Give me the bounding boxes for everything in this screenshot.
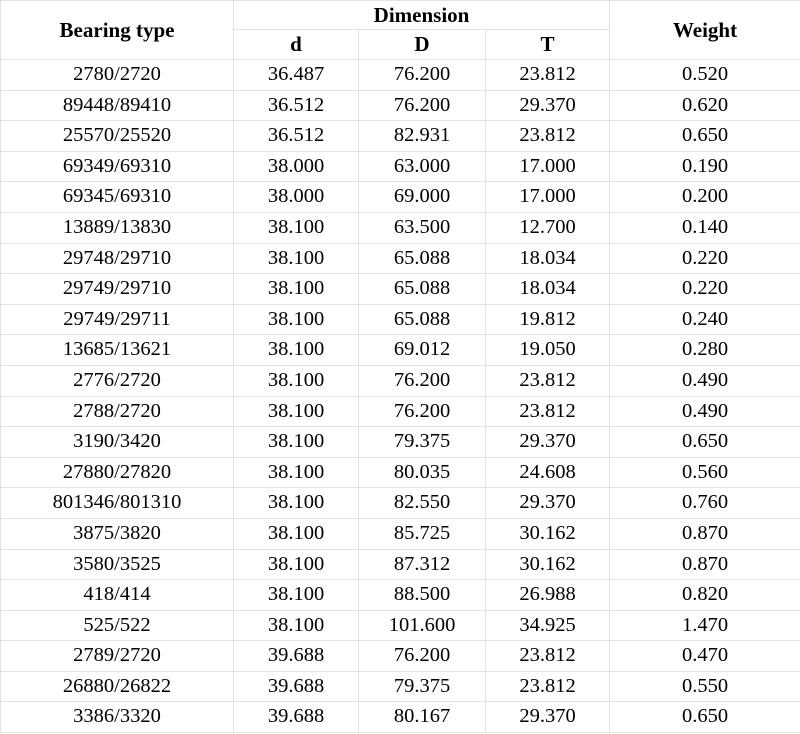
dimension-header: Dimension [234, 1, 610, 30]
weight-cell: 0.140 [610, 212, 800, 243]
T-cell: 12.700 [486, 212, 610, 243]
weight-cell: 0.190 [610, 151, 800, 182]
D-cell: 76.200 [359, 365, 486, 396]
table-row [1, 488, 800, 519]
d-cell: 38.100 [234, 335, 359, 366]
D-cell: 80.035 [359, 457, 486, 488]
table-row [1, 335, 800, 366]
bearing-type-header: Bearing type [1, 1, 234, 60]
table-row [1, 274, 800, 305]
weight-cell: 0.240 [610, 304, 800, 335]
T-cell: 17.000 [486, 182, 610, 213]
d-cell: 38.100 [234, 304, 359, 335]
table-row [1, 427, 800, 458]
D-cell: 76.200 [359, 90, 486, 121]
D-cell: 69.000 [359, 182, 486, 213]
d-cell: 38.100 [234, 396, 359, 427]
d-cell: 38.100 [234, 212, 359, 243]
d-cell: 39.688 [234, 641, 359, 672]
table-row [1, 457, 800, 488]
D-cell: 87.312 [359, 549, 486, 580]
T-cell: 24.608 [486, 457, 610, 488]
T-cell: 29.370 [486, 90, 610, 121]
bearing-type-cell: 29749/29711 [1, 304, 234, 335]
D-cell: 63.500 [359, 212, 486, 243]
bearing-type-cell: 25570/25520 [1, 121, 234, 152]
D-cell: 82.931 [359, 121, 486, 152]
D-cell: 65.088 [359, 243, 486, 274]
T-cell: 23.812 [486, 60, 610, 91]
bearing-type-cell: 89448/89410 [1, 90, 234, 121]
d-cell: 38.100 [234, 427, 359, 458]
weight-cell: 0.490 [610, 396, 800, 427]
header-row-top [1, 1, 800, 30]
D-cell: 82.550 [359, 488, 486, 519]
table-row [1, 304, 800, 335]
weight-cell: 0.470 [610, 641, 800, 672]
T-cell: 29.370 [486, 702, 610, 733]
table-row [1, 90, 800, 121]
table-row [1, 182, 800, 213]
weight-header: Weight [610, 1, 800, 60]
weight-cell: 0.650 [610, 702, 800, 733]
weight-cell: 0.560 [610, 457, 800, 488]
table-row [1, 121, 800, 152]
weight-cell: 0.820 [610, 580, 800, 611]
D-cell: 65.088 [359, 274, 486, 305]
table-row [1, 365, 800, 396]
bearing-type-cell: 29749/29710 [1, 274, 234, 305]
bearing-type-cell: 418/414 [1, 580, 234, 611]
weight-cell: 0.520 [610, 60, 800, 91]
weight-cell: 0.620 [610, 90, 800, 121]
bearing-type-cell: 801346/801310 [1, 488, 234, 519]
weight-cell: 1.470 [610, 610, 800, 641]
table-row [1, 549, 800, 580]
D-cell: 88.500 [359, 580, 486, 611]
bearing-type-cell: 13889/13830 [1, 212, 234, 243]
d-cell: 39.688 [234, 671, 359, 702]
bearing-type-cell: 2776/2720 [1, 365, 234, 396]
table-row [1, 212, 800, 243]
d-cell: 36.512 [234, 90, 359, 121]
T-cell: 23.812 [486, 641, 610, 672]
bearing-type-cell: 2789/2720 [1, 641, 234, 672]
bearing-type-cell: 27880/27820 [1, 457, 234, 488]
table-body [1, 60, 800, 733]
d-cell: 36.487 [234, 60, 359, 91]
table-row [1, 610, 800, 641]
table-row [1, 60, 800, 91]
T-cell: 26.988 [486, 580, 610, 611]
weight-cell: 0.220 [610, 274, 800, 305]
d-cell: 38.000 [234, 182, 359, 213]
T-cell: 23.812 [486, 121, 610, 152]
bearing-type-cell: 69349/69310 [1, 151, 234, 182]
table-row [1, 151, 800, 182]
weight-cell: 0.650 [610, 427, 800, 458]
table-row [1, 243, 800, 274]
T-cell: 18.034 [486, 243, 610, 274]
T-cell: 23.812 [486, 365, 610, 396]
D-cell: 79.375 [359, 671, 486, 702]
T-cell: 18.034 [486, 274, 610, 305]
weight-cell: 0.280 [610, 335, 800, 366]
T-cell: 23.812 [486, 396, 610, 427]
d-cell: 36.512 [234, 121, 359, 152]
D-cell: 63.000 [359, 151, 486, 182]
d-cell: 39.688 [234, 702, 359, 733]
d-cell: 38.100 [234, 457, 359, 488]
weight-cell: 0.870 [610, 518, 800, 549]
table-row [1, 396, 800, 427]
table-row [1, 702, 800, 733]
d-cell: 38.100 [234, 243, 359, 274]
bearing-type-cell: 525/522 [1, 610, 234, 641]
weight-cell: 0.870 [610, 549, 800, 580]
T-cell: 29.370 [486, 488, 610, 519]
D-cell: 80.167 [359, 702, 486, 733]
weight-cell: 0.220 [610, 243, 800, 274]
table-row [1, 518, 800, 549]
T-cell: 30.162 [486, 518, 610, 549]
weight-cell: 0.490 [610, 365, 800, 396]
T-cell: 23.812 [486, 671, 610, 702]
weight-cell: 0.550 [610, 671, 800, 702]
D-cell: 85.725 [359, 518, 486, 549]
T-cell: 30.162 [486, 549, 610, 580]
D-cell: 76.200 [359, 60, 486, 91]
bearing-type-cell: 29748/29710 [1, 243, 234, 274]
T-cell: 19.050 [486, 335, 610, 366]
bearing-type-cell: 3190/3420 [1, 427, 234, 458]
T-cell: 17.000 [486, 151, 610, 182]
d-cell: 38.100 [234, 365, 359, 396]
table-row [1, 580, 800, 611]
D-cell: 101.600 [359, 610, 486, 641]
D-cell: 79.375 [359, 427, 486, 458]
d-cell: 38.100 [234, 488, 359, 519]
bearing-type-cell: 3580/3525 [1, 549, 234, 580]
T-cell: 19.812 [486, 304, 610, 335]
table-row [1, 671, 800, 702]
T-cell: 34.925 [486, 610, 610, 641]
bearing-type-cell: 2780/2720 [1, 60, 234, 91]
bearing-type-cell: 2788/2720 [1, 396, 234, 427]
D-cell: 76.200 [359, 396, 486, 427]
D-header: D [359, 30, 486, 60]
d-cell: 38.100 [234, 274, 359, 305]
d-cell: 38.000 [234, 151, 359, 182]
table-row [1, 641, 800, 672]
d-cell: 38.100 [234, 610, 359, 641]
D-cell: 69.012 [359, 335, 486, 366]
d-cell: 38.100 [234, 580, 359, 611]
bearing-type-cell: 3875/3820 [1, 518, 234, 549]
bearing-type-cell: 69345/69310 [1, 182, 234, 213]
D-cell: 76.200 [359, 641, 486, 672]
D-cell: 65.088 [359, 304, 486, 335]
table-header [1, 1, 800, 60]
bearing-type-cell: 26880/26822 [1, 671, 234, 702]
d-cell: 38.100 [234, 518, 359, 549]
d-cell: 38.100 [234, 549, 359, 580]
d-header: d [234, 30, 359, 60]
weight-cell: 0.650 [610, 121, 800, 152]
weight-cell: 0.760 [610, 488, 800, 519]
bearing-type-cell: 13685/13621 [1, 335, 234, 366]
bearing-type-cell: 3386/3320 [1, 702, 234, 733]
weight-cell: 0.200 [610, 182, 800, 213]
T-cell: 29.370 [486, 427, 610, 458]
T-header: T [486, 30, 610, 60]
